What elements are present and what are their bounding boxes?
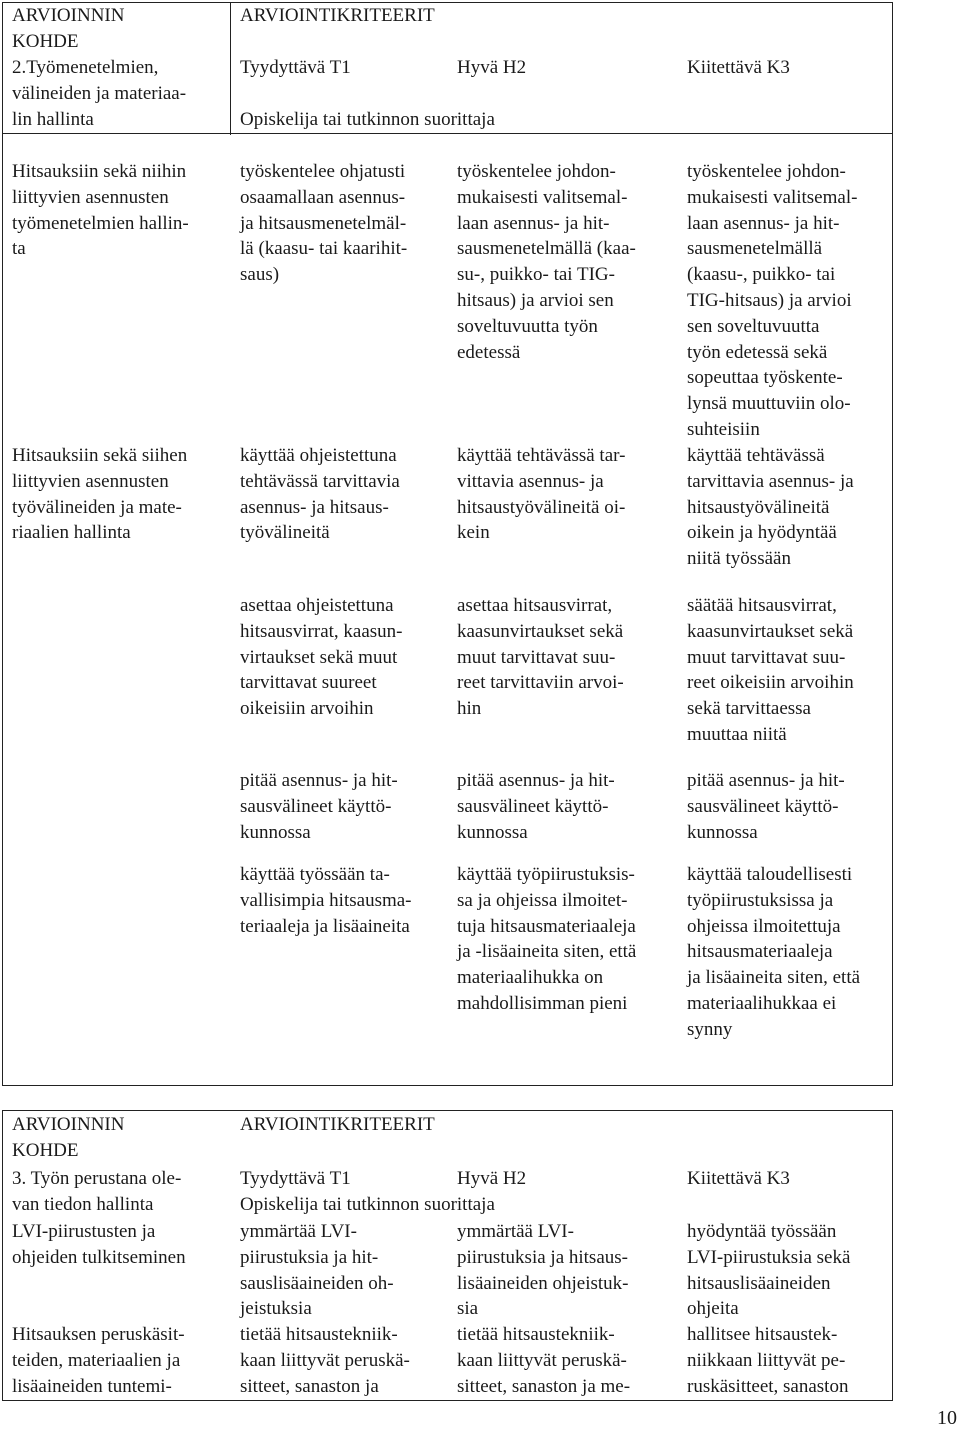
table2-criterion-k3: hyödyntää työssään LVI-piirustuksia sekä hitsauslisäaineiden ohjeita bbox=[687, 1221, 851, 1320]
table1-criteria-header: ARVIOINTIKRITEERIT bbox=[240, 5, 435, 26]
table2-target-header: ARVIOINNIN KOHDE bbox=[12, 1114, 125, 1161]
table2-target-title: 3. Työn perustana ole- van tiedon hallinta bbox=[12, 1168, 182, 1215]
table1-criterion-h2: pitää asennus- ja hit- sausvälineet käyttö- kunnossa bbox=[457, 770, 615, 843]
table1-target-title: 2.Työmenetelmien, välineiden ja materiaa- lin hallinta bbox=[12, 57, 187, 130]
table2-row-target: LVI-piirustusten ja ohjeiden tulkitseminen bbox=[12, 1221, 186, 1268]
table1-criterion-k3: säätää hitsausvirrat, kaasunvirtaukset sekä muut tarvittavat suu- reet oikeisiin arvoihin sekä tarvittaessa muuttaa niitä bbox=[687, 595, 854, 745]
table1-criterion-h2: käyttää tehtävässä tar- vittavia asennus- ja hitsaustyövälineitä oi- kein bbox=[457, 445, 626, 544]
table2-criterion-t1: tietää hitsaustekniik- kaan liittyvät peruskä- sitteet, sanaston ja bbox=[240, 1324, 410, 1397]
table2-criterion-t1: ymmärtää LVI- piirustuksia ja hit- sauslisäaineiden oh- jeistuksia bbox=[240, 1221, 394, 1320]
table2-top-border bbox=[2, 1110, 893, 1111]
table1-criterion-t1: työskentelee ohjatusti osaamallaan asennus- ja hitsausmenetelmäl- lä (kaasu- tai kaarihit- saus) bbox=[240, 161, 408, 286]
table1-level-k3: Kiitettävä K3 bbox=[687, 57, 790, 78]
table1-criterion-k3: käyttää taloudellisesti työpiirustuksissa ja ohjeissa ilmoitettuja hitsausmateriaaleja ja lisäaineita siten, että materiaalihukkaa ei synny bbox=[687, 864, 861, 1040]
table1-performer: Opiskelija tai tutkinnon suorittaja bbox=[240, 109, 495, 130]
table1-target-header: ARVIOINNIN KOHDE bbox=[12, 5, 125, 52]
table2-level-h2: Hyvä H2 bbox=[457, 1168, 527, 1189]
table2-bottom-border bbox=[2, 1400, 893, 1401]
table2-row-target: Hitsauksen peruskäsit- teiden, materiaalien ja lisäaineiden tuntemi- bbox=[12, 1324, 185, 1397]
table2-criteria-header: ARVIOINTIKRITEERIT bbox=[240, 1114, 435, 1135]
table2-right-border bbox=[892, 1110, 893, 1401]
page-number: 10 bbox=[937, 1407, 957, 1429]
table1-criterion-k3: käyttää tehtävässä tarvittavia asennus- ja hitsaustyövälineitä oikein ja hyödyntää niitä työssään bbox=[687, 445, 854, 570]
table1-bottom-border bbox=[2, 1085, 893, 1086]
table1-criterion-k3: pitää asennus- ja hit- sausvälineet käyttö- kunnossa bbox=[687, 770, 845, 843]
table1-header-bottom bbox=[2, 133, 893, 134]
table1-criterion-h2: työskentelee johdon- mukaisesti valitsemal- laan asennus- ja hit- sausmenetelmällä (kaa- su-, puikko- tai TIG- hitsaus) ja arvioi sen soveltuvuutta työn edetessä bbox=[457, 161, 636, 363]
table1-criterion-t1: asettaa ohjeistettuna hitsausvirrat, kaasun- virtaukset sekä muut tarvittavat suureet oikeisiin arvoihin bbox=[240, 595, 403, 720]
table1-criterion-h2: asettaa hitsausvirrat, kaasunvirtaukset sekä muut tarvittavat suu- reet tarvittaviin arvoi- hin bbox=[457, 595, 624, 720]
table2-criterion-k3: hallitsee hitsaustek- niikkaan liittyvät pe- ruskäsitteet, sanaston bbox=[687, 1324, 849, 1397]
table1-criterion-t1: käyttää työssään ta- vallisimpia hitsausma- teriaaleja ja lisäaineita bbox=[240, 864, 412, 937]
table2-criterion-h2: tietää hitsaustekniik- kaan liittyvät peruskä- sitteet, sanaston ja me- bbox=[457, 1324, 631, 1397]
table1-row-target: Hitsauksiin sekä siihen liittyvien asennusten työvälineiden ja mate- riaalien hallinta bbox=[12, 445, 188, 544]
table1-criterion-k3: työskentelee johdon- mukaisesti valitsemal- laan asennus- ja hit- sausmenetelmällä (kaasu-, puikko- tai TIG-hitsaus) ja arvioi sen soveltuvuutta työn edetessä sekä sopeuttaa työskente- lynsä muuttuviin olo- suhteisiin bbox=[687, 161, 858, 440]
table1-left-border bbox=[2, 2, 3, 1086]
table2-left-border bbox=[2, 1110, 3, 1401]
table1-level-t1: Tyydyttävä T1 bbox=[240, 57, 351, 78]
table1-criterion-t1: pitää asennus- ja hit- sausvälineet käyttö- kunnossa bbox=[240, 770, 398, 843]
table1-row-target: Hitsauksiin sekä niihin liittyvien asennusten työmenetelmien hallin- ta bbox=[12, 161, 189, 260]
table1-criterion-t1: käyttää ohjeistettuna tehtävässä tarvittavia asennus- ja hitsaus- työvälineitä bbox=[240, 445, 400, 544]
table1-level-h2: Hyvä H2 bbox=[457, 57, 527, 78]
table2-criterion-h2: ymmärtää LVI- piirustuksia ja hitsaus- lisäaineiden ohjeistuk- sia bbox=[457, 1221, 629, 1320]
table1-criterion-h2: käyttää työpiirustuksis- sa ja ohjeissa ilmoitet- tuja hitsausmateriaaleja ja -lisäaineita siten, että materiaalihukka on mahdollisimman pieni bbox=[457, 864, 637, 1014]
table2-performer: Opiskelija tai tutkinnon suorittaja bbox=[240, 1194, 495, 1215]
table1-right-border bbox=[892, 2, 893, 1086]
table1-header-divider bbox=[230, 2, 231, 135]
table2-level-t1: Tyydyttävä T1 bbox=[240, 1168, 351, 1189]
table2-level-k3: Kiitettävä K3 bbox=[687, 1168, 790, 1189]
